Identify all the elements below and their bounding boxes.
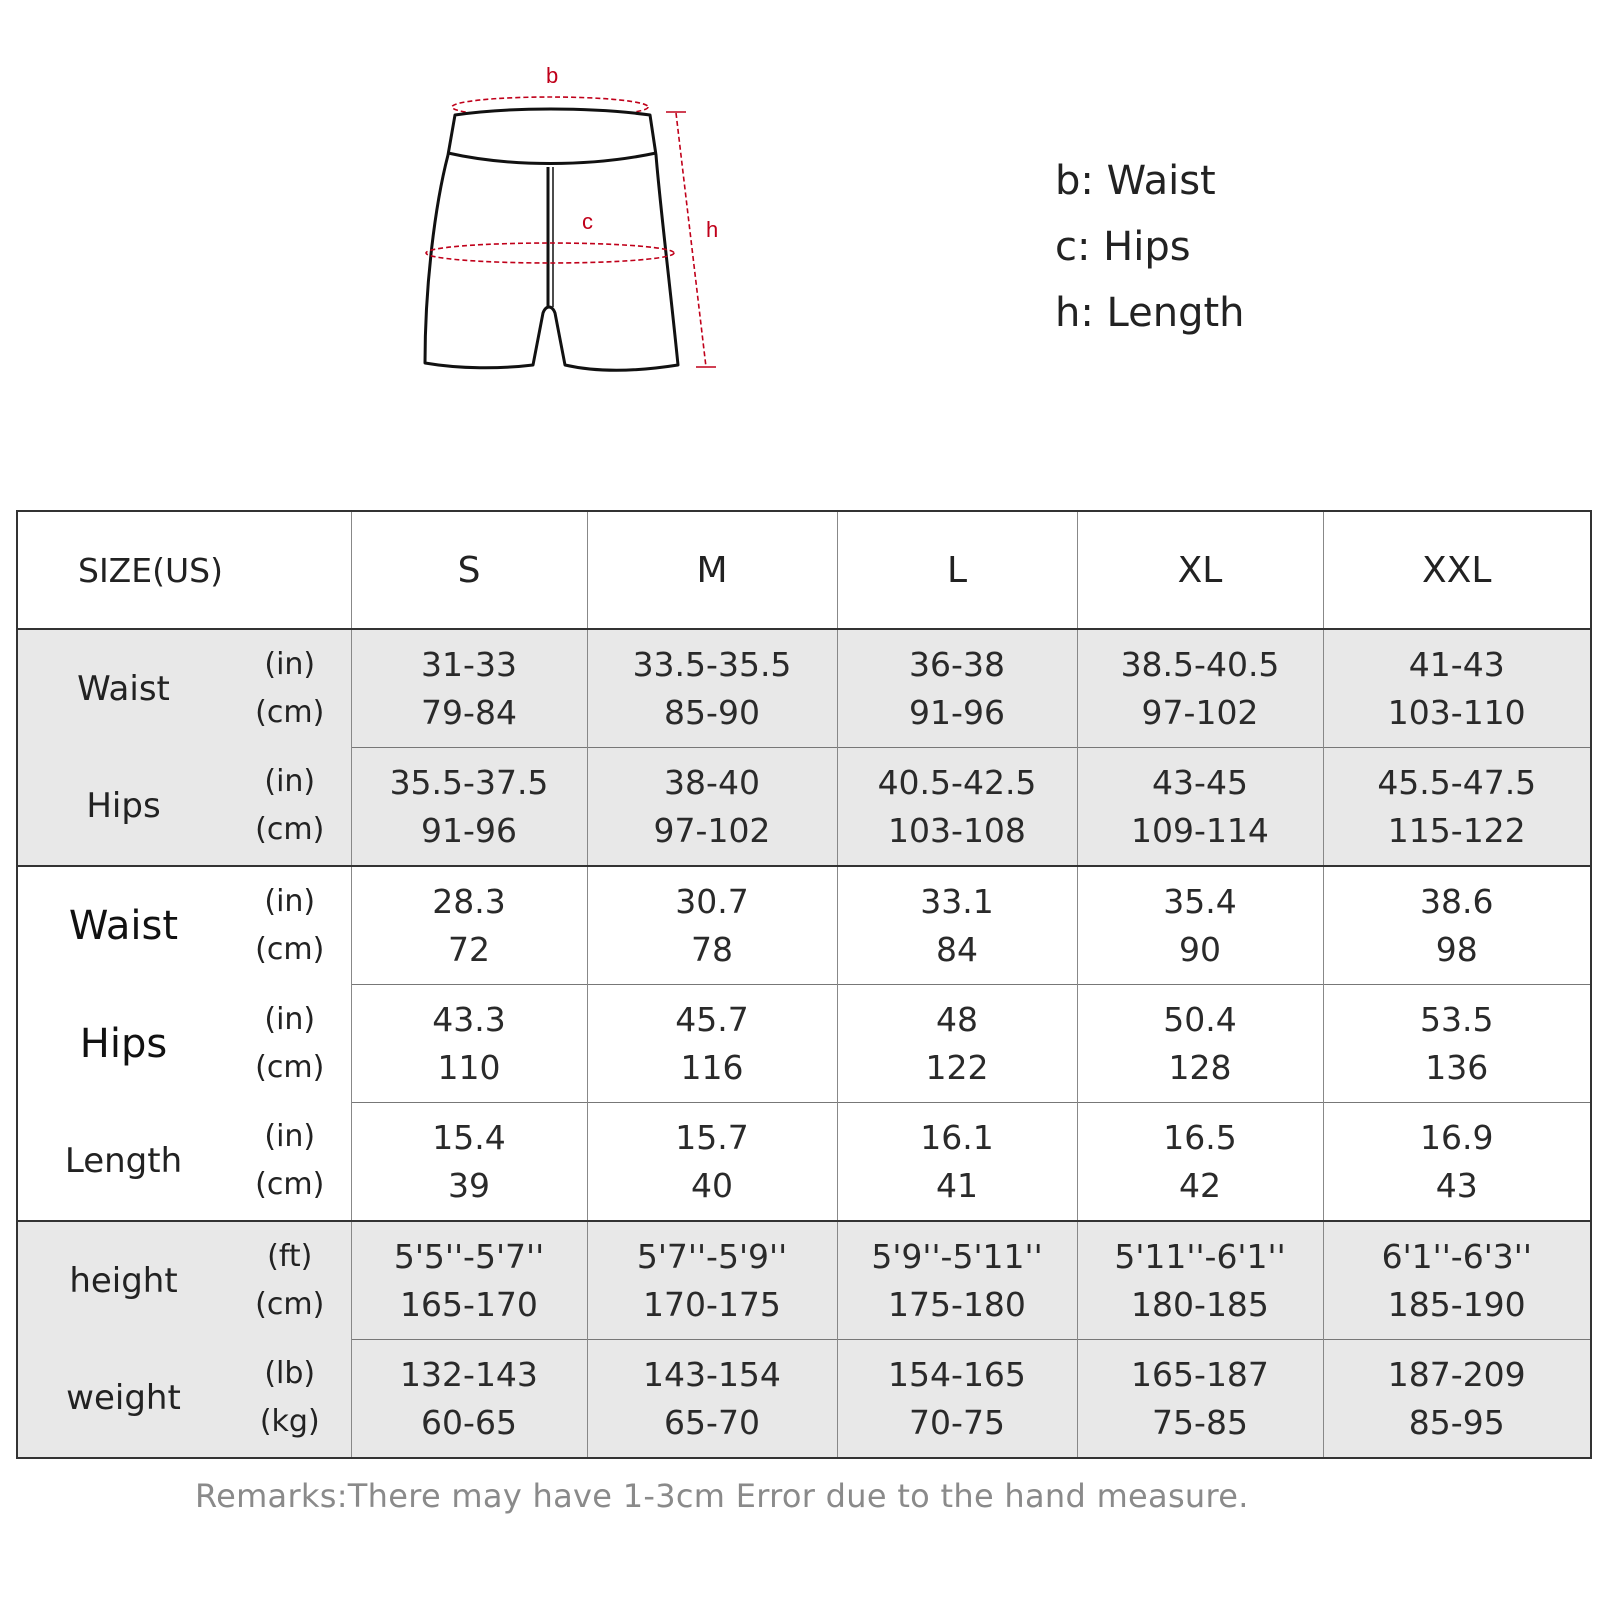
cell-value: 33.1 <box>920 881 994 921</box>
label-h: h <box>706 217 719 242</box>
cell-value: 103-110 <box>1387 692 1526 732</box>
cell-value: 165-170 <box>400 1284 538 1324</box>
cell-value: 15.4 <box>432 1117 506 1157</box>
table-cell <box>1323 1103 1591 1222</box>
unit-cell <box>229 629 351 748</box>
unit-label: (lb) <box>264 1356 316 1392</box>
cell-value: 41-43 <box>1408 644 1505 684</box>
cell-value: 84 <box>936 929 978 969</box>
unit-label: (cm) <box>255 931 325 967</box>
unit-label: (in) <box>264 1119 316 1155</box>
table-cell <box>351 748 587 867</box>
row-label: Waist <box>17 866 229 985</box>
table-cell <box>1323 629 1591 748</box>
table-cell <box>1077 748 1323 867</box>
table-cell <box>587 748 837 867</box>
cell-value: 72 <box>448 929 490 969</box>
size-header: SIZE(US) <box>78 550 223 590</box>
cell-value: 6'1''-6'3'' <box>1381 1236 1532 1276</box>
remark-note: Remarks:There may have 1-3cm Error due to the hand measure. <box>195 1477 1249 1515</box>
cell-value: 175-180 <box>888 1284 1026 1324</box>
cell-value: 38.5-40.5 <box>1120 644 1280 684</box>
cell-value: 38.6 <box>1420 881 1494 921</box>
table-row <box>17 1103 1591 1222</box>
table-cell <box>837 1340 1077 1459</box>
legend-item: b: Waist <box>1055 158 1216 204</box>
cell-value: 48 <box>936 999 978 1039</box>
cell-value: 143-154 <box>643 1354 781 1394</box>
cell-value: 97-102 <box>653 810 771 850</box>
cell-value: 85-90 <box>664 692 760 732</box>
table-cell <box>351 1103 587 1222</box>
cell-value: 91-96 <box>421 810 517 850</box>
cell-value: 170-175 <box>643 1284 781 1324</box>
label-c: c <box>582 209 593 234</box>
table-row <box>17 748 1591 867</box>
table-cell <box>1077 1103 1323 1222</box>
cell-value: 187-209 <box>1387 1354 1526 1394</box>
cell-value: 90 <box>1179 929 1221 969</box>
cell-value: 38-40 <box>664 762 760 802</box>
cell-value: 31-33 <box>421 644 517 684</box>
cell-value: 65-70 <box>664 1402 760 1442</box>
table-cell <box>1077 1221 1323 1340</box>
cell-value: 45.7 <box>675 999 749 1039</box>
table-cell <box>351 985 587 1103</box>
cell-value: 16.9 <box>1420 1117 1494 1157</box>
table-row <box>17 1221 1591 1340</box>
cell-value: 35.5-37.5 <box>389 762 549 802</box>
table-row <box>17 1340 1591 1459</box>
size-l: L <box>837 511 1077 629</box>
table-cell <box>587 866 837 985</box>
cell-value: 165-187 <box>1131 1354 1269 1394</box>
cell-value: 79-84 <box>421 692 517 732</box>
cell-value: 78 <box>691 929 733 969</box>
table-row <box>17 985 1591 1103</box>
cell-value: 40 <box>691 1165 733 1205</box>
cell-value: 115-122 <box>1387 810 1526 850</box>
cell-value: 16.1 <box>920 1117 994 1157</box>
unit-cell <box>229 985 351 1103</box>
cell-value: 5'7''-5'9'' <box>636 1236 788 1276</box>
size-chart-table <box>16 510 1592 1459</box>
unit-label: (in) <box>264 883 316 919</box>
row-label: weight <box>17 1340 229 1459</box>
table-cell <box>1077 866 1323 985</box>
cell-value: 136 <box>1425 1047 1489 1087</box>
table-cell <box>1323 1340 1591 1459</box>
cell-value: 128 <box>1168 1047 1232 1087</box>
table-cell <box>1323 866 1591 985</box>
cell-value: 60-65 <box>421 1402 517 1442</box>
shorts-diagram <box>400 55 760 395</box>
row-label: Length <box>64 1141 183 1182</box>
cell-value: 30.7 <box>675 881 749 921</box>
table-cell <box>1323 1221 1591 1340</box>
unit-cell <box>229 1221 351 1340</box>
cell-value: 70-75 <box>909 1402 1005 1442</box>
cell-value: 103-108 <box>888 810 1026 850</box>
table-cell <box>587 1103 837 1222</box>
legend-item: h: Length <box>1055 290 1245 336</box>
table-row <box>17 866 1591 985</box>
table-cell <box>1077 985 1323 1103</box>
cell-value: 16.5 <box>1163 1117 1237 1157</box>
cell-value: 42 <box>1179 1165 1221 1205</box>
size-m: M <box>587 511 837 629</box>
unit-label: (in) <box>264 1001 316 1037</box>
unit-label: (cm) <box>255 1049 325 1085</box>
unit-cell <box>229 866 351 985</box>
table-cell <box>837 866 1077 985</box>
cell-value: 35.4 <box>1163 881 1237 921</box>
cell-value: 91-96 <box>909 692 1005 732</box>
cell-value: 185-190 <box>1387 1284 1526 1324</box>
size-xl: XL <box>1077 511 1323 629</box>
unit-label: (ft) <box>267 1238 313 1274</box>
cell-value: 50.4 <box>1163 999 1237 1039</box>
row-label: Waist <box>17 629 229 748</box>
cell-value: 39 <box>448 1165 490 1205</box>
row-label: height <box>17 1221 229 1340</box>
cell-value: 109-114 <box>1131 810 1269 850</box>
unit-cell <box>229 748 351 867</box>
unit-label: (kg) <box>259 1404 320 1440</box>
table-cell <box>837 985 1077 1103</box>
table-cell <box>1077 629 1323 748</box>
legend-item: c: Hips <box>1055 224 1191 270</box>
cell-value: 97-102 <box>1141 692 1259 732</box>
table-cell <box>587 985 837 1103</box>
cell-value: 180-185 <box>1131 1284 1269 1324</box>
cell-value: 45.5-47.5 <box>1377 762 1537 802</box>
table-cell <box>837 1221 1077 1340</box>
unit-label: (cm) <box>255 694 325 730</box>
cell-value: 110 <box>437 1047 501 1087</box>
unit-cell <box>229 1103 351 1222</box>
table-cell <box>837 748 1077 867</box>
table-cell <box>587 629 837 748</box>
cell-value: 132-143 <box>400 1354 538 1394</box>
table-cell <box>587 1340 837 1459</box>
length-measure-line <box>676 113 706 367</box>
table-cell <box>1323 748 1591 867</box>
table-cell <box>1323 985 1591 1103</box>
cell-value: 41 <box>936 1165 978 1205</box>
label-b: b <box>546 63 559 88</box>
table-cell <box>351 629 587 748</box>
unit-label: (cm) <box>255 812 325 848</box>
row-label: Hips <box>17 748 229 867</box>
cell-value: 43.3 <box>432 999 506 1039</box>
cell-value: 40.5-42.5 <box>877 762 1037 802</box>
table-cell <box>1077 1340 1323 1459</box>
unit-label: (in) <box>264 646 316 682</box>
table-cell <box>351 1340 587 1459</box>
table-cell <box>351 866 587 985</box>
row-label: Hips <box>79 1020 168 1067</box>
cell-value: 75-85 <box>1152 1402 1248 1442</box>
header-row <box>17 511 1591 629</box>
unit-label: (in) <box>264 764 316 800</box>
size-xxl: XXL <box>1323 511 1591 629</box>
unit-label: (cm) <box>255 1286 325 1322</box>
cell-value: 36-38 <box>909 644 1005 684</box>
cell-value: 154-165 <box>888 1354 1026 1394</box>
cell-value: 5'5''-5'7'' <box>393 1236 545 1276</box>
cell-value: 85-95 <box>1408 1402 1505 1442</box>
cell-value: 116 <box>680 1047 744 1087</box>
cell-value: 33.5-35.5 <box>632 644 792 684</box>
cell-value: 43 <box>1435 1165 1478 1205</box>
measurement-legend <box>1055 148 1245 346</box>
cell-value: 43-45 <box>1152 762 1248 802</box>
cell-value: 122 <box>925 1047 989 1087</box>
cell-value: 53.5 <box>1420 999 1494 1039</box>
table-row <box>17 629 1591 748</box>
unit-cell <box>229 1340 351 1459</box>
cell-value: 28.3 <box>432 881 506 921</box>
table-cell <box>837 629 1077 748</box>
table-cell <box>351 1221 587 1340</box>
shorts-outline <box>425 109 678 370</box>
cell-value: 5'9''-5'11'' <box>871 1236 1043 1276</box>
table-cell <box>837 1103 1077 1222</box>
size-s: S <box>351 511 587 629</box>
cell-value: 98 <box>1435 929 1478 969</box>
unit-label: (cm) <box>255 1167 325 1203</box>
table-cell <box>587 1221 837 1340</box>
cell-value: 5'11''-6'1'' <box>1114 1236 1286 1276</box>
cell-value: 15.7 <box>675 1117 749 1157</box>
